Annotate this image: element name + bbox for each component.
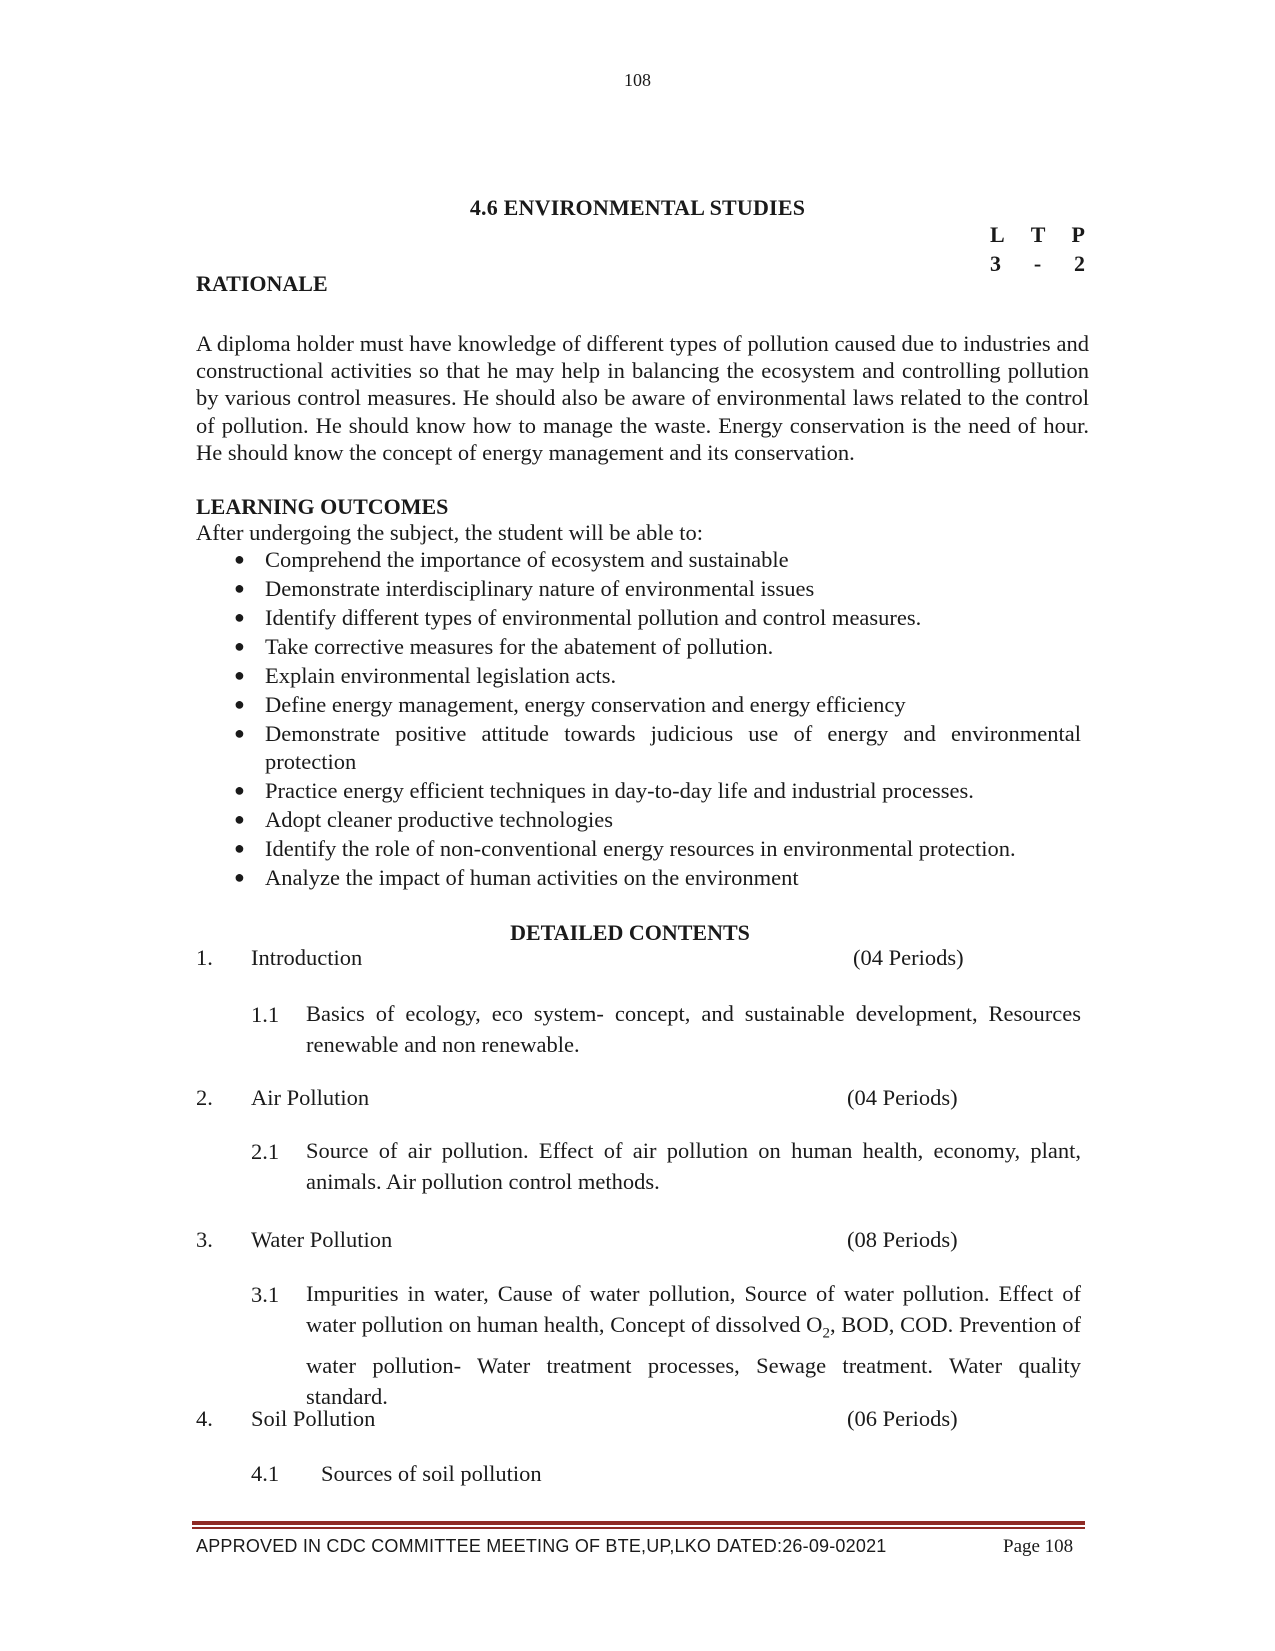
section-title: Introduction [251,945,363,970]
ltp-value-l: 3 [990,251,1001,276]
ltp-header-p: P [1071,222,1085,247]
list-item-text: Identify different types of environmental pollution and control measures. [265,605,922,630]
list-item-text: Analyze the impact of human activities on the environment [265,864,799,890]
section-title: Soil Pollution [251,1406,376,1431]
subsection-number: 2.1 [251,1139,280,1164]
list-item-text: Identify the role of non-conventional energy resources in environmental protection. [265,835,1016,861]
section-number: 2. [196,1085,213,1110]
subsection-text-part2: , BOD, COD. Prevention of water pollution- Water treatment processes, Sewage treatment. Water quality standard. [306,1312,1081,1409]
bullet-icon: ● [234,694,245,714]
list-item [196,835,1081,863]
section-number: 1. [196,945,213,970]
subscript-2: 2 [822,1325,830,1342]
bullet-icon: ● [234,665,245,685]
page-title: 4.6 ENVIRONMENTAL STUDIES [469,195,806,220]
subsection-text: Source of air pollution. Effect of air pollution on human health, economy, plant, animals. Air pollution control methods. [306,1138,1081,1194]
bullet-icon: ● [234,779,245,800]
section-periods: (06 Periods) [847,1406,958,1431]
footer-divider-thick [192,1521,1085,1525]
ltp-value-p: 2 [1073,251,1085,276]
list-item [196,604,1081,632]
section-number: 3. [196,1227,213,1252]
section-periods: (04 Periods) [847,1085,958,1110]
list-item [196,720,1081,775]
section-number: 4. [196,1406,213,1431]
list-item-text: Define energy management, energy conservation and energy efficiency [265,692,906,717]
list-item-text: Practice energy efficient techniques in day-to-day life and industrial processes. [265,777,974,803]
section-periods: (04 Periods) [853,945,964,970]
list-item-text: Demonstrate positive attitude towards judicious use of energy and environmental protection [265,721,1081,774]
bullet-icon: ● [234,607,245,627]
ltp-header-t: T [1030,222,1046,247]
list-item [196,546,1081,574]
subsection-text: Basics of ecology, eco system- concept, and sustainable development, Resources renewable and non renewable. [306,1001,1081,1057]
bullet-icon: ● [234,723,245,743]
section-title: Air Pollution [251,1085,370,1110]
list-item [196,864,1081,892]
subsection-number: 4.1 [251,1461,280,1486]
detailed-contents-heading: DETAILED CONTENTS [510,920,750,945]
bullet-icon: ● [234,837,245,858]
list-item-text: Take corrective measures for the abatement of pollution. [265,634,774,659]
bullet-icon: ● [234,578,245,598]
ltp-header-l: L [990,222,1005,247]
learning-outcomes-heading: LEARNING OUTCOMES [196,494,449,519]
learning-outcomes-intro: After undergoing the subject, the student will be able to: [196,520,703,545]
subsection-number: 1.1 [251,1002,280,1027]
list-item [196,575,1081,603]
section-title: Water Pollution [251,1227,393,1252]
list-item [196,777,1081,805]
list-item [196,662,1081,690]
bullet-icon: ● [234,808,245,829]
footer-page-number: Page 108 [1003,1536,1074,1557]
page-number-top: 108 [624,70,651,90]
ltp-header [990,222,1085,248]
list-item [196,806,1081,834]
bullet-icon: ● [234,636,245,656]
subsection-text-part1: Impurities in water, Cause of water pollution, Source of water pollution. Effect of water pollution on human health, Concept of dissolved O [306,1281,1081,1337]
rationale-text: A diploma holder must have knowledge of different types of pollution caused due to industries and constructional activities so that he may help in balancing the ecosystem and controlling pollution by various control measures. He should also be aware of environmental laws related to the control of pollution. He should know how to manage the waste. Energy conservation is the need of hour. He should know the concept of energy management and its conservation. [196,331,1089,465]
list-item [196,691,1081,719]
rationale-heading: RATIONALE [196,271,328,296]
section-periods: (08 Periods) [847,1227,958,1252]
list-item-text: Explain environmental legislation acts. [265,663,617,688]
ltp-value-t: - [1033,251,1042,276]
subsection-text: Sources of soil pollution [321,1461,542,1486]
subsection-number: 3.1 [251,1282,280,1307]
list-item-text: Comprehend the importance of ecosystem and sustainable [265,547,789,572]
list-item [196,633,1081,661]
bullet-icon: ● [234,549,245,569]
list-item-text: Adopt cleaner productive technologies [265,806,614,832]
subsection-text [306,1278,1081,1412]
footer-approval-text: APPROVED IN CDC COMMITTEE MEETING OF BTE,UP,LKO DATED:26-09-02021 [196,1536,887,1556]
learning-outcomes-list [196,546,1081,893]
footer-divider-thin [192,1527,1085,1529]
bullet-icon: ● [234,866,245,887]
ltp-values [990,251,1085,277]
list-item-text: Demonstrate interdisciplinary nature of environmental issues [265,576,815,601]
